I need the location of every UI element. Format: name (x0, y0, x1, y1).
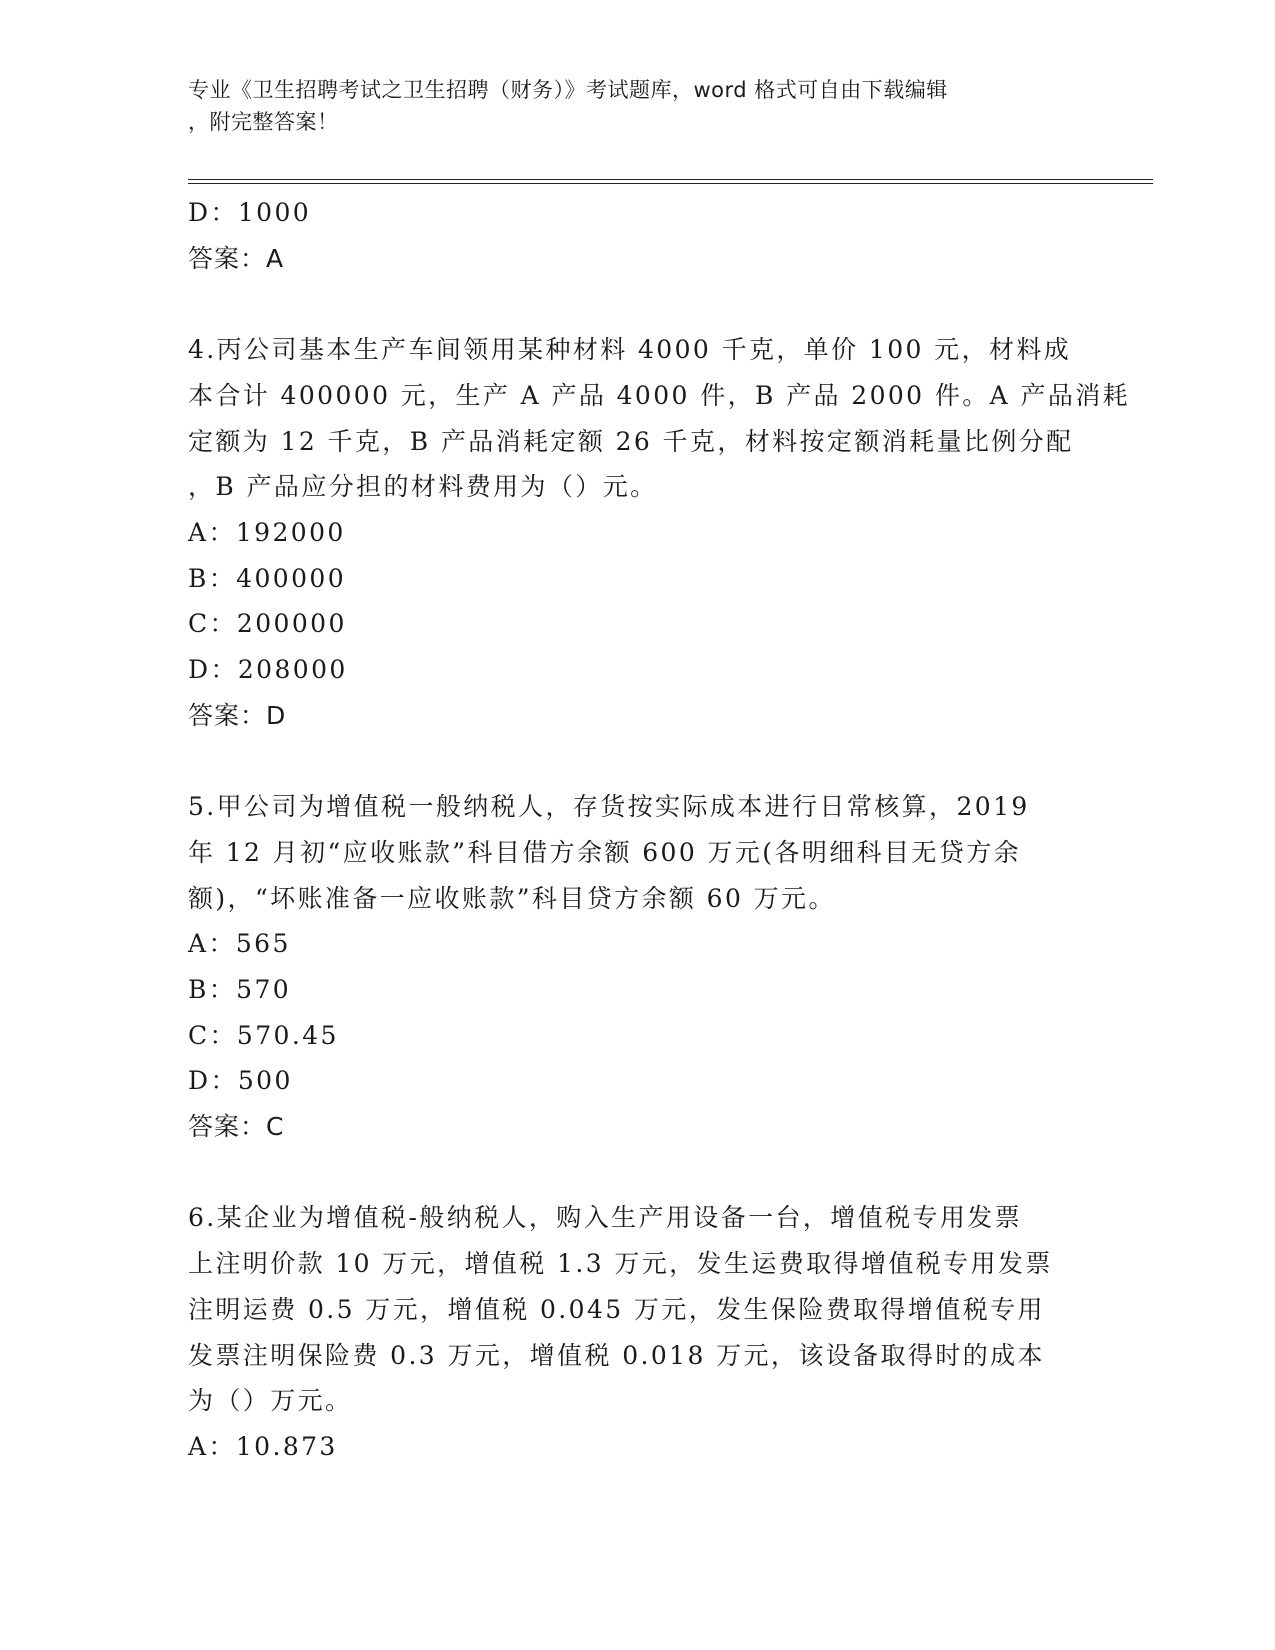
q4-text-line: 4.丙公司基本生产车间领用某种材料 4000 千克，单价 100 元，材料成 (188, 335, 1072, 365)
page-header (188, 74, 1088, 138)
spacer (188, 738, 1088, 784)
q5-answer: 答案：C (188, 1112, 285, 1142)
q5-option-a: A：565 (188, 929, 291, 959)
q5-text-line: 5.甲公司为增值税一般纳税人，存货按实际成本进行日常核算，2019 (188, 792, 1030, 822)
exam-content (188, 190, 1131, 1470)
q6-text-line: 上注明价款 10 万元，增值税 1.3 万元，发生运费取得增值税专用发票 (188, 1249, 1053, 1279)
question-4 (188, 327, 1131, 738)
q6-text-line: 6.某企业为增值税-般纳税人，购入生产用设备一台，增值税专用发票 (188, 1203, 1023, 1233)
q6-text-line: 注明运费 0.5 万元，增值税 0.045 万元，发生保险费取得增值税专用 (188, 1294, 1045, 1324)
q4-text-line: ，B 产品应分担的材料费用为（）元。 (188, 472, 658, 502)
q4-text-line: 本合计 400000 元，生产 A 产品 4000 件，B 产品 2000 件。A 产品消耗 (188, 380, 1131, 410)
q4-text-line: 定额为 12 千克，B 产品消耗定额 26 千克，材料按定额消耗量比例分配 (188, 426, 1074, 456)
header-divider-bottom (188, 183, 1153, 184)
spacer (188, 281, 1088, 327)
q5-option-c: C：570.45 (188, 1020, 339, 1050)
q4-option-b: B：400000 (188, 563, 347, 593)
header-line-1: 专业《卫生招聘考试之卫生招聘（财务）》考试题库，word 格式可自由下载编辑 (188, 78, 948, 102)
q6-option-a: A：10.873 (188, 1431, 338, 1461)
q6-text-line: 为（）万元。 (188, 1386, 353, 1416)
q5-text-line: 额)，“坏账准备一应收账款”科目贷方余额 60 万元。 (188, 883, 836, 913)
q5-text-line: 年 12 月初“应收账款”科目借方余额 600 万元(各明细科目无贷方余 (188, 837, 1022, 867)
question-5 (188, 784, 1088, 1150)
header-line-2: ，附完整答案！ (188, 110, 339, 134)
prev-option-d: D：1000 (188, 198, 312, 227)
q5-option-d: D：500 (188, 1066, 293, 1096)
header-divider-top (188, 179, 1153, 180)
q4-answer: 答案：D (188, 700, 287, 730)
question-6 (188, 1195, 1088, 1469)
q6-text-line: 发票注明保险费 0.3 万元，增值税 0.018 万元，该设备取得时的成本 (188, 1340, 1045, 1370)
q4-option-a: A：192000 (188, 517, 346, 547)
q4-option-c: C：200000 (188, 609, 347, 639)
spacer (188, 1150, 1088, 1196)
q5-option-b: B：570 (188, 974, 292, 1004)
prev-answer: 答案：A (188, 243, 285, 273)
q4-option-d: D：208000 (188, 655, 348, 685)
